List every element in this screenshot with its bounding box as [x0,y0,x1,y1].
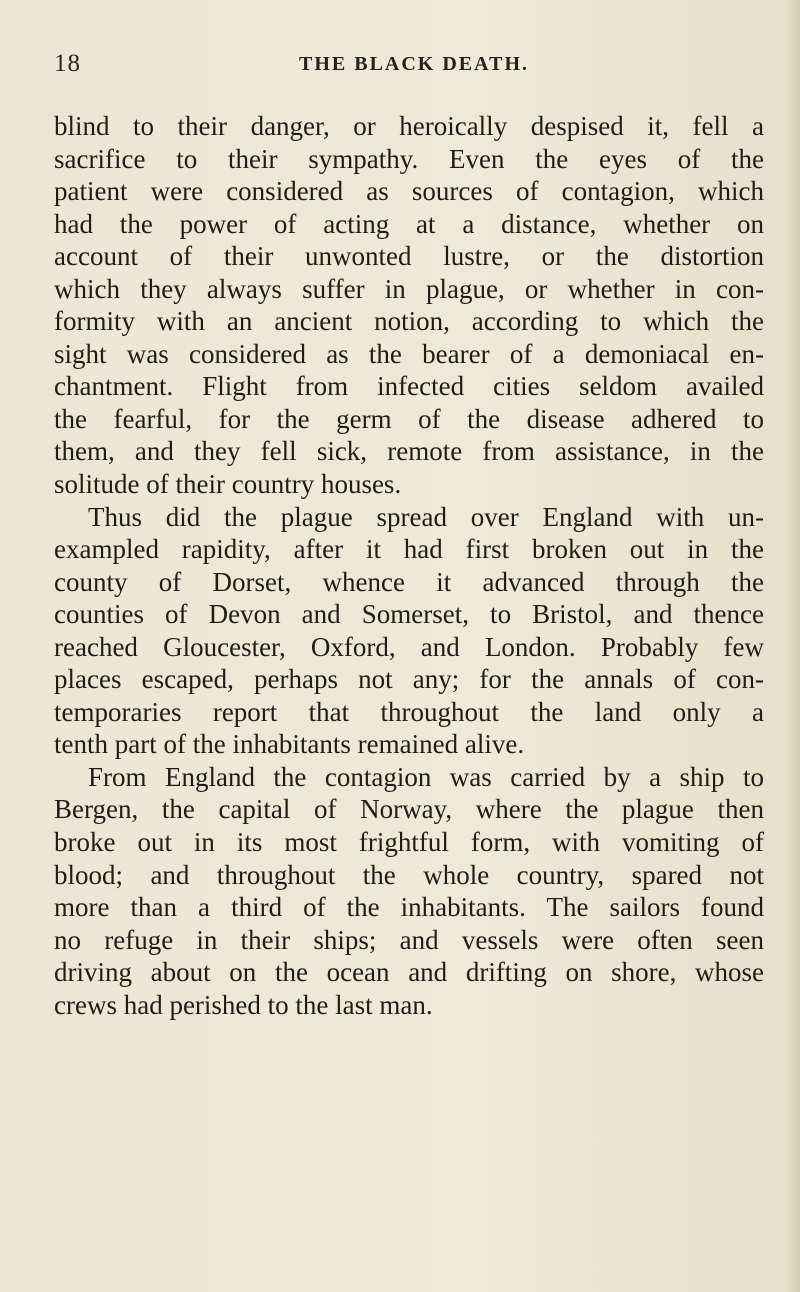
text-line: the fearful, for the germ of the disease adhered to [54,403,764,434]
body-text [54,110,764,1021]
text-line: which they always suffer in plague, or whether in con- [54,273,764,304]
text-line: driving about on the ocean and drifting on shore, whose [54,957,764,988]
text-line: account of their unwonted lustre, or the distortion [54,241,764,272]
text-line: From England the contagion was carried by a ship to [88,761,764,792]
text-line: counties of Devon and Somerset, to Bristol, and thence [54,599,764,630]
text-line: formity with an ancient notion, according to which the [54,306,764,337]
text-line: no refuge in their ships; and vessels were often seen [54,924,764,955]
paragraph-1 [54,110,764,501]
text-line: exampled rapidity, after it had first broken out in the [54,534,764,565]
text-line: temporaries report that throughout the land only a [54,696,764,727]
text-line: blind to their danger, or heroically despised it, fell a [54,111,764,141]
text-line: chantment. Flight from infected cities seldom availed [54,371,764,402]
paragraph-3 [54,761,764,1021]
text-line: Bergen, the capital of Norway, where the plague then [54,794,764,825]
text-line: sacrifice to their sympathy. Even the eyes of the [54,143,764,174]
running-head [44,44,764,84]
text-line: Thus did the plague spread over England with un- [88,501,764,532]
page-number: 18 [54,50,81,77]
text-line: places escaped, perhaps not any; for the annals of con- [54,664,764,695]
text-line: tenth part of the inhabitants remained alive. [54,729,525,760]
text-line: blood; and throughout the whole country, spared not [54,859,764,890]
text-line: broke out in its most frightful form, with vomiting of [54,827,764,858]
text-line: them, and they fell sick, remote from assistance, in the [54,436,764,467]
text-line: had the power of acting at a distance, whether on [54,208,764,239]
text-line: patient were considered as sources of contagion, which [54,176,764,207]
paragraph-2 [54,501,764,761]
running-title: THE BLACK DEATH. [299,53,529,75]
text-line: solitude of their country houses. [54,469,402,500]
text-line: more than a third of the inhabitants. The sailors found [54,892,764,923]
text-line: reached Gloucester, Oxford, and London. Probably few [54,631,764,662]
text-line: sight was considered as the bearer of a demoniacal en- [54,338,764,369]
text-line: county of Dorset, whence it advanced through the [54,566,764,597]
text-line: crews had perished to the last man. [54,989,433,1020]
